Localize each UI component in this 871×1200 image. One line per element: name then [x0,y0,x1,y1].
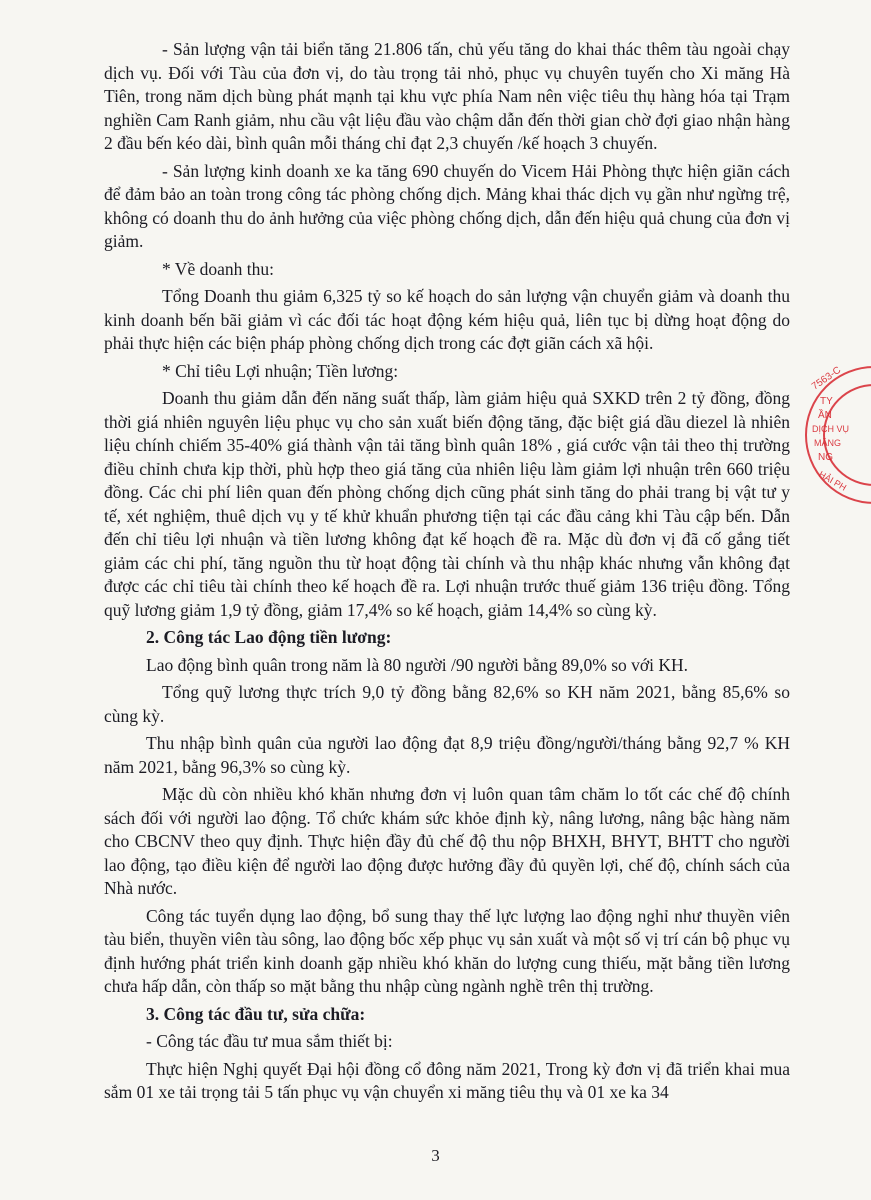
paragraph-average-income: Thu nhập bình quân của người lao động đạt 8,9 triệu đồng/người/tháng bằng 92,7 % KH năm 2021, bằng 96,3% so cùng kỳ. [104,733,790,777]
subheading-equipment-investment: - Công tác đầu tư mua sắm thiết bị: [146,1031,393,1051]
paragraph-recruitment: Công tác tuyển dụng lao động, bổ sung thay thế lực lượng lao động nghỉ như thuyền viên tàu biển, thuyền viên tàu sông, lao động bốc xếp phục vụ sản xuất và một số vị trí cán bộ phục vụ định hướng phát triển kinh doanh gặp nhiều khó khăn do lượng cung thiếu, mặt bằng tiền lương chưa hấp dẫn, còn thấp so mặt bằng thu nhập cùng ngành nghề trên thị trường. [104,905,790,996]
paragraph-total-revenue: Tổng Doanh thu giảm 6,325 tỷ so kế hoạch do sản lượng vận chuyển giảm và doanh thu kinh doanh bến bãi giảm vì các đối tác hoạt động kém hiệu quả, liên tục bị dừng hoạt động do phải thực hiện các biện pháp phòng chống dịch trong các đợt giãn cách xã hội. [104,286,790,353]
svg-text:MĂNG: MĂNG [814,438,841,448]
section-heading-labor: 2. Công tác Lao động tiền lương: [146,627,392,647]
svg-text:NG: NG [818,452,833,463]
paragraph-truck-business: - Sản lượng kinh doanh xe ka tăng 690 chuyến do Vicem Hải Phòng thực hiện giãn cách để đảm bảo an toàn trong công tác phòng chống dịch. Mảng khai thác dịch vụ gần như ngừng trệ, không có doanh thu do ảnh hưởng của việc phòng chống dịch, dẫn đến hiệu quả chung của đơn vị giảm. [104,160,790,251]
paragraph-shareholder-resolution: Thực hiện Nghị quyết Đại hội đồng cổ đông năm 2021, Trong kỳ đơn vị đã triển khai mua sắm 01 xe tải trọng tải 5 tấn phục vụ vận chuyển xi măng tiêu thụ và 01 xe ka 34 [104,1058,790,1102]
subheading-profit-salary: * Chỉ tiêu Lợi nhuận; Tiền lương: [162,360,399,381]
paragraph-salary-fund: Tổng quỹ lương thực trích 9,0 tỷ đồng bằng 82,6% so KH năm 2021, bằng 85,6% so cùng kỳ. [104,682,790,726]
document-body [104,38,790,1109]
company-seal-stamp [796,360,871,510]
svg-text:DỊCH VỤ: DỊCH VỤ [812,424,850,434]
svg-text:7563-C: 7563-C [809,364,844,393]
paragraph-profit-details: Doanh thu giảm dẫn đến năng suất thấp, làm giảm hiệu quả SXKD trên 2 tỷ đồng, đồng thời giá nhiên nguyên liệu phục vụ cho sản xuất biến động tăng, đặc biệt giá dầu diezel là nhiên liệu chính chiếm 35-40% giá thành vận tải tăng bình quân 18% , giá cước vận tải theo thị trường điều chỉnh chưa kịp thời, phù hợp theo giá tăng của nhiên liệu làm giảm lợi nhuận trên 660 triệu đồng. Các chi phí liên quan đến phòng chống dịch cũng phát sinh tăng do phải trang bị vật tư y tế, xét nghiệm, thuê dịch vụ y tế khử khuẩn phương tiện tại các đầu cảng khi Tàu cập bến. Dẫn đến chỉ tiêu lợi nhuận và tiền lương không đạt kế hoạch đề ra. Mặc dù đơn vị đã cố gắng tiết giảm các chi phí, tăng nguồn thu từ hoạt động tài chính và thu nhập khác nhưng vẫn không đạt được các chỉ tiêu tài chính theo kế hoạch đề ra. Lợi nhuận trước thuế giảm 136 triệu đồng. Tổng quỹ lương giảm 1,9 tỷ đồng, giảm 17,4% so kế hoạch, giảm 14,4% so cùng kỳ. [104,388,790,620]
svg-text:ẦN: ẦN [818,410,832,421]
paragraph-average-labor: Lao động bình quân trong năm là 80 người /90 người bằng 89,0% so với KH. [146,654,689,675]
section-heading-investment: 3. Công tác đầu tư, sửa chữa: [146,1003,366,1024]
page-number: 3 [431,1146,440,1165]
paragraph-welfare-policy: Mặc dù còn nhiều khó khăn nhưng đơn vị luôn quan tâm chăm lo tốt các chế độ chính sách đối với người lao động. Tổ chức khám sức khỏe định kỳ, nâng lương, nâng bậc hàng năm cho CBCNV theo quy định. Thực hiện đầy đủ chế độ thu nộp BHXH, BHYT, BHTT cho người lao động, tạo điều kiện để người lao động được hưởng đầy đủ quyền lợi, chế độ, chính sách của Nhà nước. [104,784,790,898]
svg-text:HẢI PH: HẢI PH [817,469,849,493]
paragraph-sea-transport: - Sản lượng vận tải biển tăng 21.806 tấn, chủ yếu tăng do khai thác thêm tàu ngoài chạy dịch vụ. Đối với Tàu của đơn vị, do tàu trọng tải nhỏ, phục vụ chuyên tuyến cho Xi măng Hà Tiên, trong năm dịch bùng phát mạnh tại khu vực phía Nam nên việc tiêu thụ hàng hóa tại Trạm nghiền Cam Ranh giảm, nhu cầu vật liệu đầu vào chậm dẫn đến thời gian chờ đợi giao nhận hàng 2 đầu bến kéo dài, bình quân mỗi tháng chỉ đạt 2,3 chuyến /kế hoạch 3 chuyến. [104,39,790,153]
svg-text:TY: TY [820,396,833,407]
subheading-revenue: * Về doanh thu: [162,258,274,279]
